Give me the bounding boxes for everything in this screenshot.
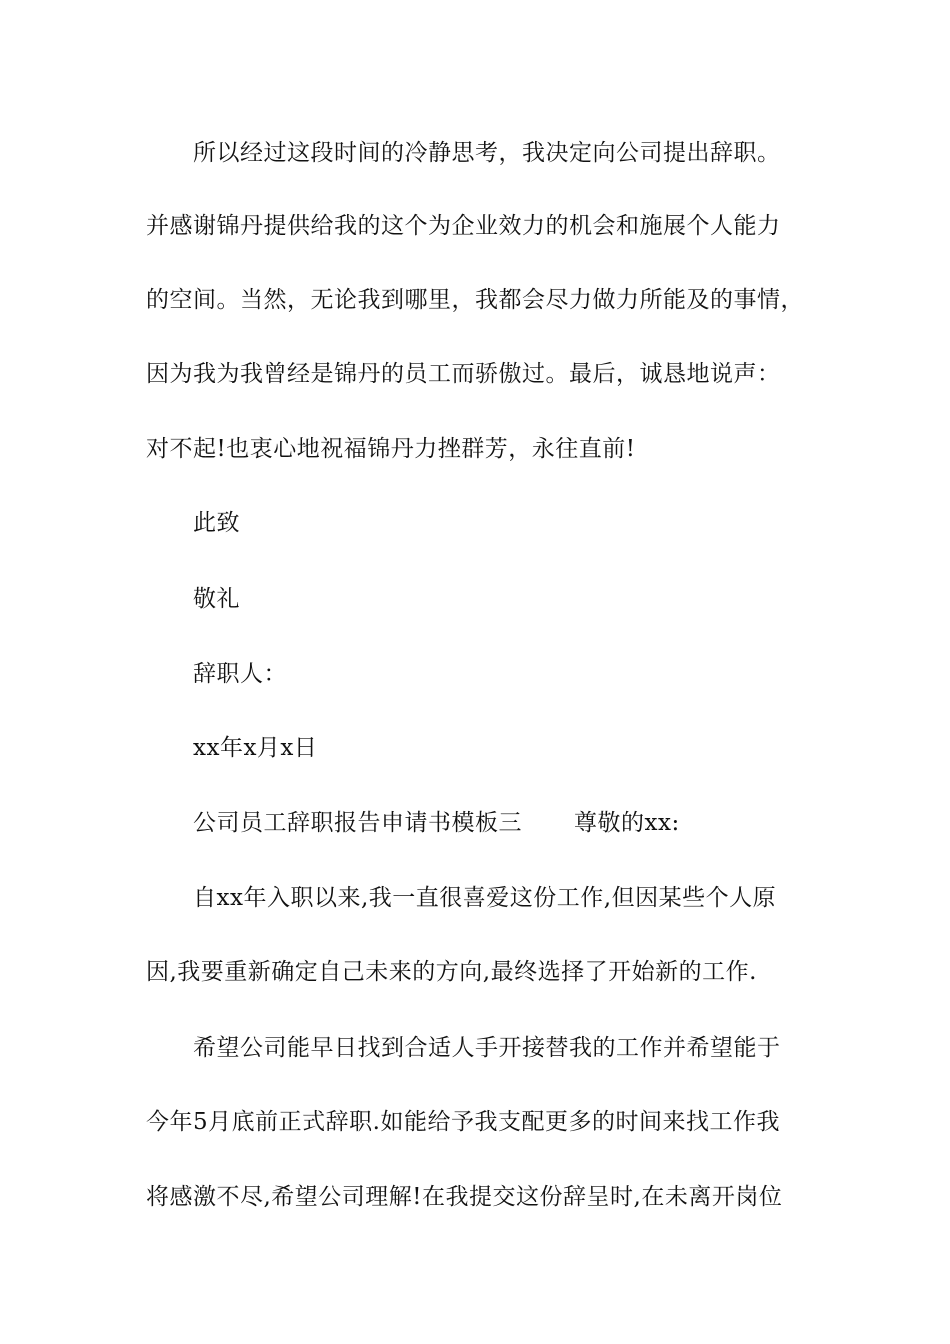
paragraph-line: 并感谢锦丹提供给我的这个为企业效力的机会和施展个人能力 xyxy=(146,213,781,239)
paragraph-line: 的空间。当然，无论我到哪里，我都会尽力做力所能及的事情， xyxy=(146,287,804,313)
paragraph-line: 今年5月底前正式辞职.如能给予我支配更多的时间来找工作我 xyxy=(146,1109,780,1135)
section-heading-line xyxy=(193,808,893,838)
paragraph-line: 所以经过这段时间的冷静思考，我决定向公司提出辞职。 xyxy=(193,140,781,166)
salutation: 尊敬的xx: xyxy=(574,810,680,836)
closing-salutation: 此致 xyxy=(193,510,240,536)
paragraph-line: 因为我为我曾经是锦丹的员工而骄傲过。最后，诚恳地说声： xyxy=(146,361,781,387)
date-line: xx年x月x日 xyxy=(193,735,318,761)
paragraph-line: 希望公司能早日找到合适人手开接替我的工作并希望能于 xyxy=(193,1035,781,1061)
paragraph-line: 自xx年入职以来,我一直很喜爱这份工作,但因某些个人原 xyxy=(193,885,777,911)
template-title: 公司员工辞职报告申请书模板三 xyxy=(193,810,522,836)
paragraph-line: 将感激不尽,希望公司理解!在我提交这份辞呈时,在未离开岗位 xyxy=(146,1184,783,1210)
closing-regards: 敬礼 xyxy=(193,586,240,612)
paragraph-line: 对不起!也衷心地祝福锦丹力挫群芳，永往直前! xyxy=(146,436,636,462)
paragraph-line: 因,我要重新确定自己未来的方向,最终选择了开始新的工作. xyxy=(146,959,757,985)
signature-label: 辞职人： xyxy=(193,661,287,687)
